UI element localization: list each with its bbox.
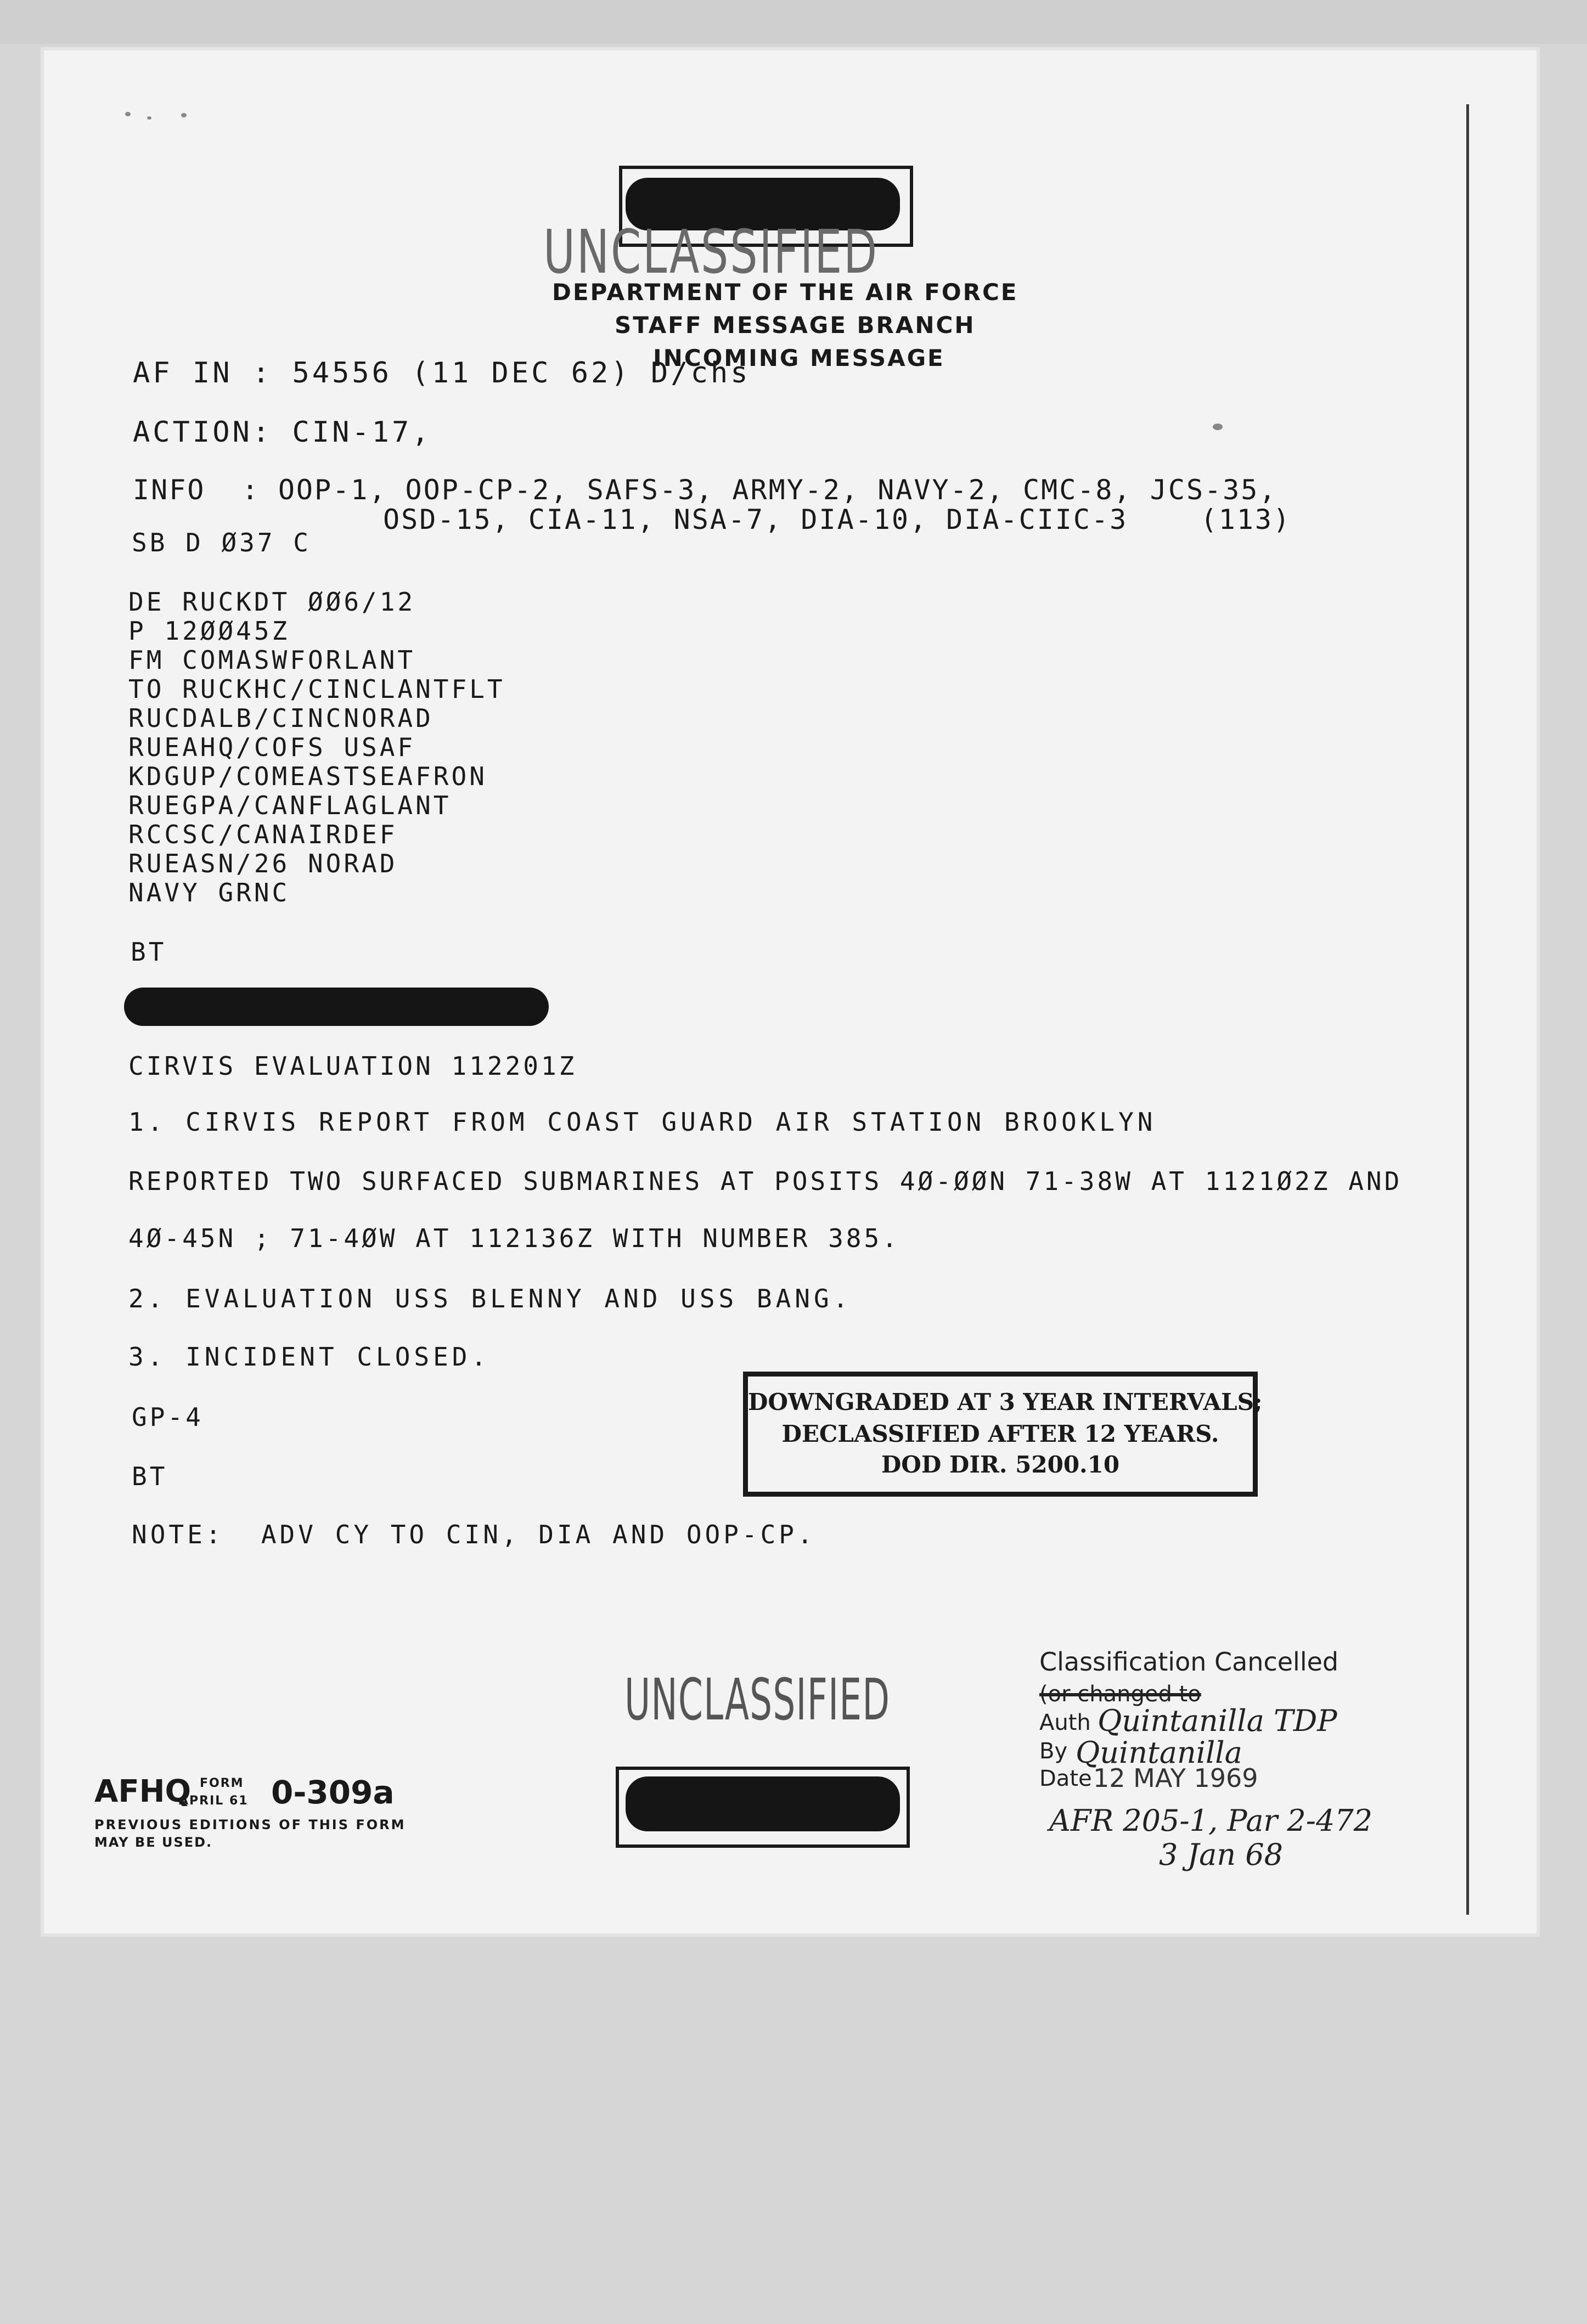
classification-cancelled-title: Classification Cancelled [1039,1647,1339,1677]
page-edge-rule [1466,104,1469,1915]
header-line: P 12ØØ45Z [128,616,290,646]
bt-close: BT [132,1462,168,1491]
downgrade-stamp [743,1372,1263,1497]
scan-speck [1213,424,1223,430]
form-number: 0-309a [271,1774,395,1811]
paragraph-1-line-1: 1. CIRVIS REPORT FROM COAST GUARD AIR STATION BROOKLYN [128,1107,1157,1137]
date-label: Date [1039,1766,1092,1791]
reference-date: 3 Jan 68 [1159,1837,1284,1872]
paragraph-1-line-3: 4Ø-45N ; 71-4ØW AT 112136Z WITH NUMBER 385. [128,1223,900,1253]
form-note-1: PREVIOUS EDITIONS OF THIS FORM [94,1817,406,1832]
header-line: FM COMASWFORLANT [128,645,416,675]
auth-signature: Quintanilla TDP [1098,1703,1337,1738]
gp-line: GP-4 [132,1402,204,1432]
paragraph-1-line-2: REPORTED TWO SURFACED SUBMARINES AT POSITS 4Ø-ØØN 71-38W AT 1121Ø2Z AND [128,1166,1403,1196]
scan-speck [125,112,131,116]
header-line: KDGUP/COMEASTSEAFRON [128,761,487,791]
classification-struck-line: (or changed to [1039,1682,1201,1707]
redaction-bar-bottom [626,1776,900,1831]
header-line: RUCDALB/CINCNORAD [128,703,434,733]
downgrade-line-1: DOWNGRADED AT 3 YEAR INTERVALS; [748,1389,1263,1415]
header-line: DE RUCKDT ØØ6/12 [128,587,416,617]
form-date: APRIL 61 [179,1794,249,1808]
form-name: AFHQ [94,1774,192,1809]
downgrade-line-2: DECLASSIFIED AFTER 12 YEARS. [781,1420,1219,1447]
action-line: ACTION: CIN-17, [133,416,432,449]
redaction-bar-body [124,988,549,1026]
bt-open: BT [131,937,167,967]
reference-regulation: AFR 205-1, Par 2-472 [1049,1803,1373,1838]
branch-title: STAFF MESSAGE BRANCH [615,312,976,339]
paragraph-3: 3. INCIDENT CLOSED. [128,1342,491,1372]
header-line: RUEASN/26 NORAD [128,849,398,878]
department-title: DEPARTMENT OF THE AIR FORCE [552,279,1018,306]
subject-line: CIRVIS EVALUATION 112201Z [128,1051,577,1081]
auth-label: Auth [1039,1710,1091,1735]
info-line-1: INFO : OOP-1, OOP-CP-2, SAFS-3, ARMY-2, NAVY-2, CMC-8, JCS-35, [133,474,1278,506]
scan-speck [181,113,187,117]
header-line: RUEAHQ/COFS USAF [128,732,416,762]
form-label: FORM [200,1776,244,1790]
scan-border-top [0,0,1587,44]
paragraph-2: 2. EVALUATION USS BLENNY AND USS BANG. [128,1284,852,1313]
form-note-2: MAY BE USED. [94,1835,213,1850]
unclassified-marking-top: UNCLASSIFIED [543,217,879,287]
scan-speck [147,116,151,120]
header-line: NAVY GRNC [128,878,290,907]
note-line: NOTE: ADV CY TO CIN, DIA AND OOP-CP. [132,1520,816,1549]
sb-line: SB D Ø37 C [132,528,311,557]
unclassified-marking-bottom: UNCLASSIFIED [624,1666,891,1733]
downgrade-line-3: DOD DIR. 5200.10 [881,1451,1120,1478]
by-signature: Quintanilla [1076,1735,1242,1770]
by-label: By [1039,1739,1068,1764]
af-in-line: AF IN : 54556 (11 DEC 62) D/chs [133,357,751,390]
header-line: RCCSC/CANAIRDEF [128,820,398,849]
header-line: RUEGPA/CANFLAGLANT [128,791,452,820]
header-line: TO RUCKHC/CINCLANTFLT [128,674,505,704]
info-line-2: OSD-15, CIA-11, NSA-7, DIA-10, DIA-CIIC-3 (113) [383,504,1292,535]
message-type-title: INCOMING MESSAGE [653,345,945,371]
date-value: 12 MAY 1969 [1093,1763,1258,1793]
